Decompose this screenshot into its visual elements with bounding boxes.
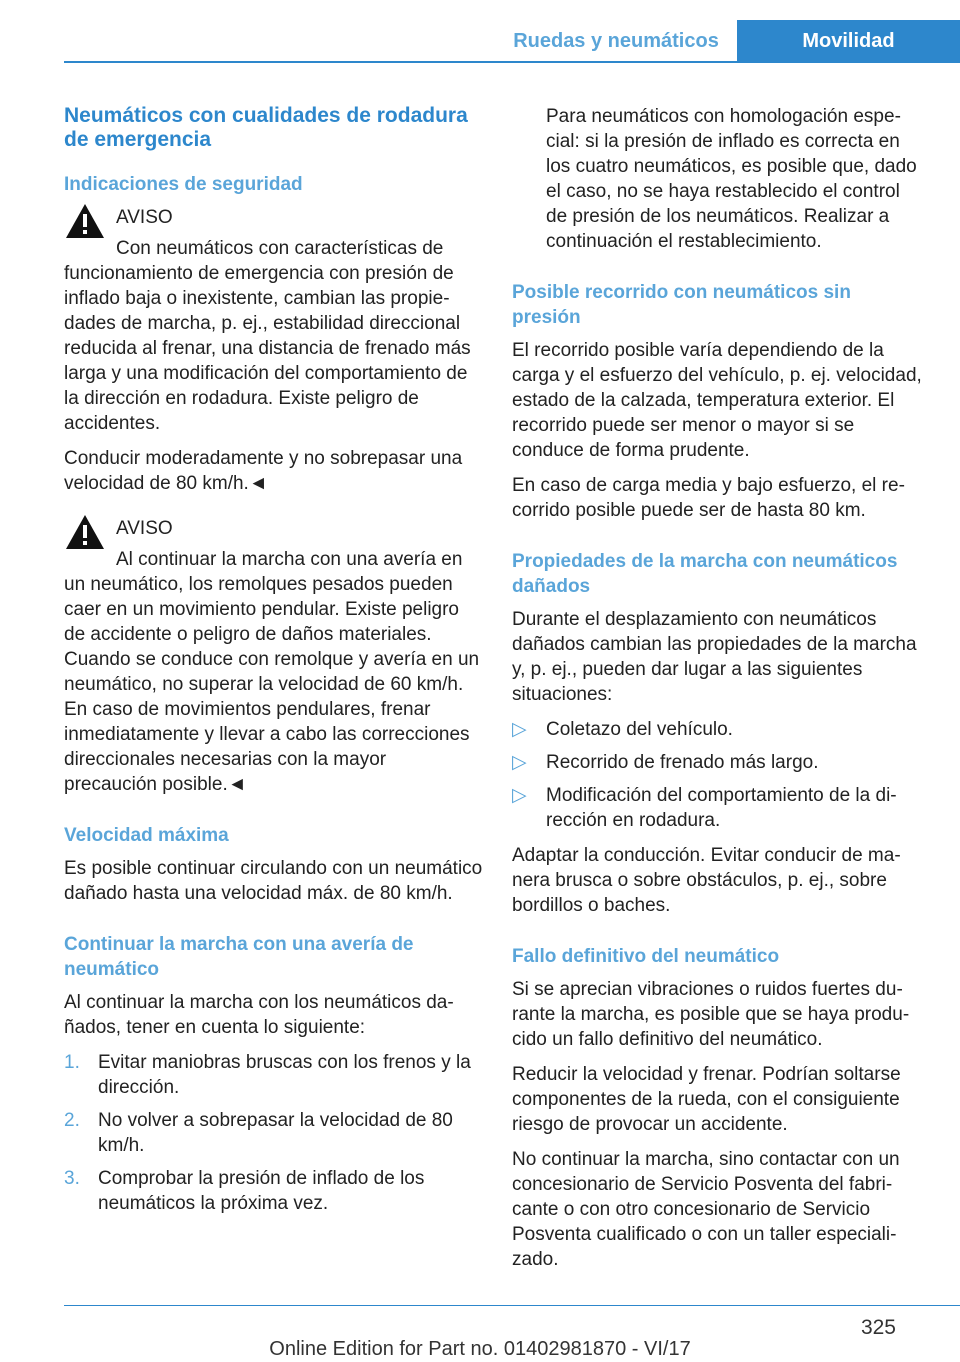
left-column: [64, 104, 484, 1226]
list-item-text: No volver a sobrepasar la velocidad de 80 km/h.: [98, 1110, 453, 1156]
warning-text: Conducir moderadamente y no sobrepasar una velocidad de 80 km/h.◄: [64, 448, 463, 494]
triangle-bullet-icon: ▷: [512, 785, 527, 806]
list-item: [512, 750, 924, 775]
properties-heading: Propiedades de la marcha con neumáticos dañados: [512, 551, 898, 597]
list-item-text: Evitar maniobras bruscas con los frenos y la dirección.: [98, 1052, 471, 1098]
warning-text-start: Al continuar la marcha con una avería en: [116, 549, 463, 570]
homologation-note: Para neumáticos con homologación especial: si la presión de inflado es correcta en los cuatro neumáticos, es posible que, dado el caso, no se haya restablecido el control de presión de los neumáticos. Realizar a continuación el restablecimiento.: [546, 106, 917, 252]
list-item: [512, 717, 924, 742]
range-text: En caso de carga media y bajo esfuerzo, el recorrido posible puede ser de hasta 80 km.: [512, 475, 905, 521]
footer-rule: [64, 1305, 960, 1306]
page-title: Neumáticos con cualidades de rodadura de emergencia: [64, 104, 468, 151]
continue-text: Al continuar la marcha con los neumáticos dañados, tener en cuenta lo siguiente:: [64, 992, 454, 1038]
list-item-text: Coletazo del vehículo.: [546, 719, 733, 740]
page-number: 325: [860, 1316, 896, 1339]
continue-heading: Continuar la marcha con una avería de neumático: [64, 934, 414, 980]
failure-text: Reducir la velocidad y frenar. Podrían soltarse componentes de la rueda, con el consiguiente riesgo de provocar un accidente.: [512, 1064, 901, 1135]
warning-icon: [64, 202, 106, 240]
failure-heading: Fallo definitivo del neumático: [512, 946, 780, 967]
properties-text: Adaptar la conducción. Evitar conducir de manera brusca o sobre obstáculos, p. ej., sobre bordillos o baches.: [512, 845, 901, 916]
warning-title: AVISO: [116, 207, 173, 228]
list-number: 1.: [64, 1052, 80, 1073]
list-item: [64, 1166, 484, 1216]
failure-text: Si se aprecian vibraciones o ruidos fuertes durante la marcha, es posible que se haya producido un fallo definitivo del neumático.: [512, 979, 910, 1050]
list-item-text: Modificación del comportamiento de la dirección en rodadura.: [546, 785, 897, 831]
list-item: [64, 1108, 484, 1158]
list-item: [512, 783, 924, 833]
triangle-bullet-icon: ▷: [512, 719, 527, 740]
list-item-text: Recorrido de frenado más largo.: [546, 752, 819, 773]
warning-text-start: Con neumáticos con características de: [116, 238, 444, 259]
triangle-bullet-icon: ▷: [512, 752, 527, 773]
edition-note: Online Edition for Part no. 01402981870 - VI/17: [269, 1338, 691, 1360]
failure-text: No continuar la marcha, sino contactar con un concesionario de Servicio Posventa del fabricante o con otro concesionario de Servicio Posventa cualificado o con un taller especializado.: [512, 1149, 900, 1270]
header-rule: [64, 61, 960, 63]
continue-list: [64, 1050, 484, 1216]
range-text: El recorrido posible varía dependiendo de la carga y el esfuerzo del vehículo, p. ej. velocidad, estado de la calzada, temperatura exterior. El recorrido puede ser menor o mayor si se conduce de forma prudente.: [512, 340, 922, 461]
warning-title: AVISO: [116, 518, 173, 539]
list-item: [64, 1050, 484, 1100]
safety-heading: Indicaciones de seguridad: [64, 174, 303, 195]
warning-text: funcionamiento de emergencia con presión de inflado baja o inexistente, cambian las propiedades de marcha, p. ej., estabilidad direccional reducida al frenar, una distancia de frenado más larga y una modificación del comportamiento de la dirección en rodadura. Existe peligro de accidentes.: [64, 263, 471, 434]
warning-block-1: [64, 205, 484, 496]
warning-text: un neumático, los remolques pesados pueden caer en un movimiento pendular. Existe peligro de accidente o peligro de daños materiales. Cuando se conduce con remolque y avería en un neumático, no superar la velocidad de 60 km/h. En caso de movimientos pendulares, frenar inmediatamente y llevar a cabo las correcciones direccionales necesarias con la mayor precaución posible.◄: [64, 574, 480, 795]
warning-block-2: [64, 516, 484, 797]
list-number: 2.: [64, 1110, 80, 1131]
properties-list: [512, 717, 924, 833]
list-item-text: Comprobar la presión de inflado de los neumáticos la próxima vez.: [98, 1168, 425, 1214]
range-heading: Posible recorrido con neumáticos sin presión: [512, 282, 851, 328]
warning-icon: [64, 513, 106, 551]
list-number: 3.: [64, 1168, 80, 1189]
max-speed-heading: Velocidad máxima: [64, 825, 229, 846]
header-chapter-tab[interactable]: Movilidad: [737, 20, 960, 62]
properties-text: Durante el desplazamiento con neumáticos dañados cambian las propiedades de la marcha y, p. ej., pueden dar lugar a las siguientes situaciones:: [512, 609, 917, 705]
max-speed-text: Es posible continuar circulando con un neumático dañado hasta una velocidad máx. de 80 km/h.: [64, 858, 483, 904]
right-column: [512, 104, 924, 1282]
header-section-tab[interactable]: Ruedas y neumáticos: [513, 29, 719, 52]
